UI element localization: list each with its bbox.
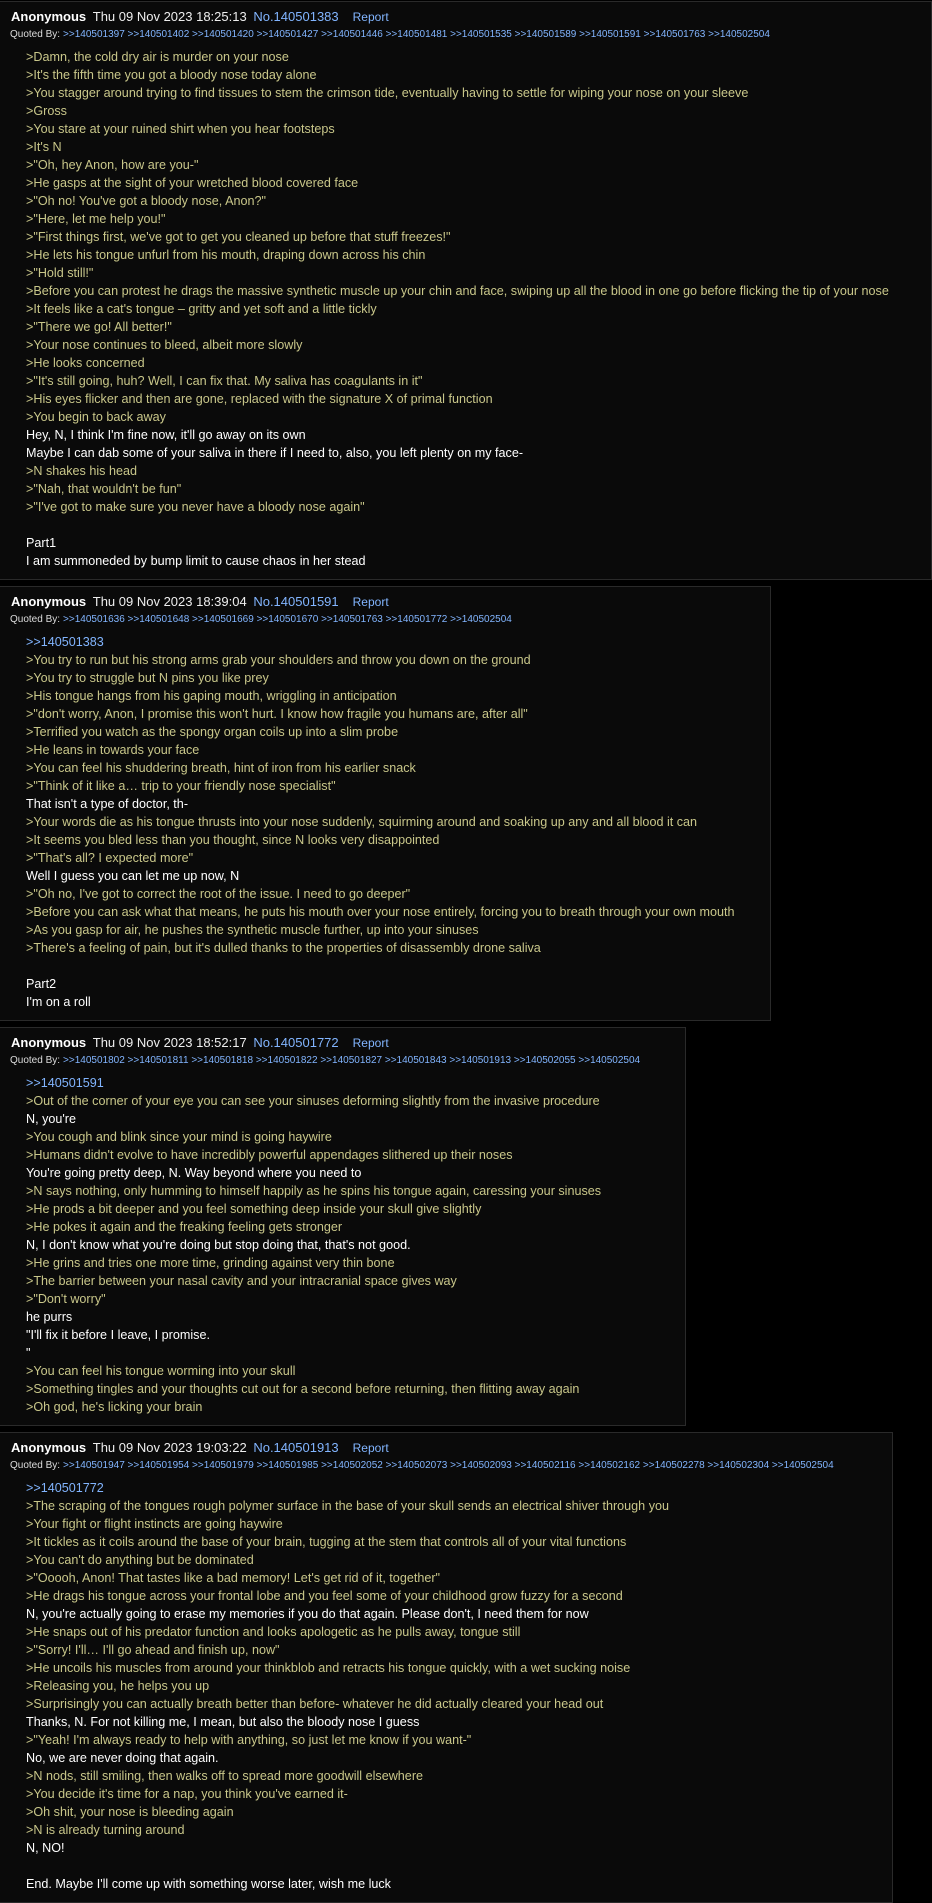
greentext-line: >Gross bbox=[26, 104, 67, 118]
post-number-link[interactable]: No.140501591 bbox=[253, 594, 339, 609]
quoted-by-label: Quoted By: bbox=[10, 1460, 61, 1471]
text-line: "I'll fix it before I leave, I promise. bbox=[26, 1328, 210, 1342]
greentext-line: >Before you can protest he drags the massive synthetic muscle up your chin and face, swiping up all the blood in one go before flicking the tip of your nose bbox=[26, 284, 889, 298]
post-body bbox=[11, 48, 931, 570]
greentext-line: >He pokes it again and the freaking feeling gets stronger bbox=[26, 1220, 343, 1234]
text-line: That isn't a type of doctor, th- bbox=[26, 797, 189, 811]
text-line: " bbox=[26, 1346, 31, 1360]
greentext-line: >The scraping of the tongues rough polymer surface in the base of your skull sends an electrical shiver through you bbox=[26, 1499, 669, 1513]
quoted-by bbox=[10, 612, 770, 627]
greentext-line: >You stare at your ruined shirt when you hear footsteps bbox=[26, 122, 335, 136]
greentext-line: >Humans didn't evolve to have incredibly powerful appendages slithered up their noses bbox=[26, 1148, 513, 1162]
post bbox=[0, 1027, 686, 1426]
text-line: N, you're actually going to erase my memories if you do that again. Please don't, I need them for now bbox=[26, 1607, 589, 1621]
post-date: Thu 09 Nov 2023 18:39:04 bbox=[92, 594, 247, 609]
greentext-line: >You can feel his tongue worming into your skull bbox=[26, 1364, 296, 1378]
post-date: Thu 09 Nov 2023 19:03:22 bbox=[92, 1440, 247, 1455]
greentext-line: >"Yeah! I'm always ready to help with anything, so just let me know if you want-" bbox=[26, 1733, 472, 1747]
poster-name: Anonymous bbox=[11, 1035, 87, 1050]
text-line: Thanks, N. For not killing me, I mean, but also the bloody nose I guess bbox=[26, 1715, 420, 1729]
greentext-line: >N is already turning around bbox=[26, 1823, 185, 1837]
post-date: Thu 09 Nov 2023 18:25:13 bbox=[92, 9, 247, 24]
greentext-line: >He looks concerned bbox=[26, 356, 145, 370]
post bbox=[0, 1, 932, 580]
quoted-by-label: Quoted By: bbox=[10, 1055, 61, 1066]
quoted-by-links[interactable]: >>140501802 >>140501811 >>140501818 >>140501822 >>140501827 >>140501843 >>140501913 >>140502055 >>140502504 bbox=[63, 1055, 641, 1066]
greentext-line: >He drags his tongue across your frontal lobe and you feel some of your childhood grow fuzzy for a second bbox=[26, 1589, 623, 1603]
greentext-line: >N shakes his head bbox=[26, 464, 137, 478]
report-link[interactable]: Report bbox=[352, 1441, 389, 1455]
greentext-line: >"It's still going, huh? Well, I can fix that. My saliva has coagulants in it" bbox=[26, 374, 423, 388]
greentext-line: >Oh god, he's licking your brain bbox=[26, 1400, 203, 1414]
quoted-by-label: Quoted By: bbox=[10, 29, 61, 40]
greentext-line: >Damn, the cold dry air is murder on your nose bbox=[26, 50, 289, 64]
greentext-line: >Your fight or flight instincts are going haywire bbox=[26, 1517, 283, 1531]
greentext-line: >It feels like a cat's tongue – gritty and yet soft and a little tickly bbox=[26, 302, 377, 316]
greentext-line: >"Sorry! I'll… I'll go ahead and finish up, now" bbox=[26, 1643, 280, 1657]
greentext-line: >As you gasp for air, he pushes the synthetic muscle further, up into your sinuses bbox=[26, 923, 479, 937]
post-number-link[interactable]: No.140501772 bbox=[253, 1035, 339, 1050]
greentext-line: >Something tingles and your thoughts cut out for a second before returning, then flitting away again bbox=[26, 1382, 580, 1396]
greentext-line: >You decide it's time for a nap, you think you've earned it- bbox=[26, 1787, 348, 1801]
text-line: End. Maybe I'll come up with something worse later, wish me luck bbox=[26, 1877, 391, 1891]
text-line: No, we are never doing that again. bbox=[26, 1751, 219, 1765]
greentext-line: >His eyes flicker and then are gone, replaced with the signature X of primal function bbox=[26, 392, 493, 406]
greentext-line: >N says nothing, only humming to himself happily as he spins his tongue again, caressing your sinuses bbox=[26, 1184, 602, 1198]
greentext-line: >"Here, let me help you!" bbox=[26, 212, 166, 226]
quoted-by bbox=[10, 27, 931, 42]
blank-line bbox=[26, 516, 931, 534]
quoted-by-links[interactable]: >>140501397 >>140501402 >>140501420 >>140501427 >>140501446 >>140501481 >>140501535 >>140501589 >>140501591 >>140501763 >>140502504 bbox=[63, 29, 770, 40]
greentext-line: >There's a feeling of pain, but it's dulled thanks to the properties of disassembly drone saliva bbox=[26, 941, 541, 955]
post-header bbox=[11, 1439, 892, 1456]
text-line: N, you're bbox=[26, 1112, 76, 1126]
text-line: Part2 bbox=[26, 977, 57, 991]
poster-name: Anonymous bbox=[11, 594, 87, 609]
post-body bbox=[11, 1074, 685, 1416]
quoted-by-links[interactable]: >>140501636 >>140501648 >>140501669 >>140501670 >>140501763 >>140501772 >>140502504 bbox=[63, 614, 512, 625]
quoted-by-links[interactable]: >>140501947 >>140501954 >>140501979 >>140501985 >>140502052 >>140502073 >>140502093 >>140502116 >>140502162 >>140502278 >>140502304 >>140502504 bbox=[63, 1460, 834, 1471]
text-line: I'm on a roll bbox=[26, 995, 91, 1009]
text-line: he purrs bbox=[26, 1310, 73, 1324]
greentext-line: >You try to run but his strong arms grab your shoulders and throw you down on the ground bbox=[26, 653, 531, 667]
poster-name: Anonymous bbox=[11, 1440, 87, 1455]
text-line: Maybe I can dab some of your saliva in there if I need to, also, you left plenty on my face- bbox=[26, 446, 524, 460]
greentext-line: >"Ooooh, Anon! That tastes like a bad memory! Let's get rid of it, together" bbox=[26, 1571, 440, 1585]
greentext-line: >The barrier between your nasal cavity and your intracranial space gives way bbox=[26, 1274, 457, 1288]
post-number-link[interactable]: No.140501913 bbox=[253, 1440, 339, 1455]
greentext-line: >You can feel his shuddering breath, hint of iron from his earlier snack bbox=[26, 761, 416, 775]
quote-link[interactable]: >>140501772 bbox=[26, 1481, 104, 1495]
report-link[interactable]: Report bbox=[352, 10, 389, 24]
post-body bbox=[11, 1479, 892, 1893]
greentext-line: >"Think of it like a… trip to your friendly nose specialist" bbox=[26, 779, 336, 793]
greentext-line: >He leans in towards your face bbox=[26, 743, 200, 757]
poster-name: Anonymous bbox=[11, 9, 87, 24]
greentext-line: >He lets his tongue unfurl from his mouth, draping down across his chin bbox=[26, 248, 426, 262]
greentext-line: >Surprisingly you can actually breath better than before- whatever he did actually cleared your head out bbox=[26, 1697, 604, 1711]
text-line: Well I guess you can let me up now, N bbox=[26, 869, 240, 883]
text-line: Part1 bbox=[26, 536, 57, 550]
greentext-line: >"Don't worry" bbox=[26, 1292, 106, 1306]
quoted-by bbox=[10, 1053, 685, 1068]
post bbox=[0, 1432, 893, 1903]
greentext-line: >It seems you bled less than you thought, since N looks very disappointed bbox=[26, 833, 440, 847]
greentext-line: >"I've got to make sure you never have a bloody nose again" bbox=[26, 500, 365, 514]
text-line: N, NO! bbox=[26, 1841, 65, 1855]
greentext-line: >"Oh, hey Anon, how are you-" bbox=[26, 158, 199, 172]
greentext-line: >N nods, still smiling, then walks off to spread more goodwill elsewhere bbox=[26, 1769, 424, 1783]
quoted-by-label: Quoted By: bbox=[10, 614, 61, 625]
greentext-line: >Releasing you, he helps you up bbox=[26, 1679, 210, 1693]
greentext-line: >He uncoils his muscles from around your thinkblob and retracts his tongue quickly, with a wet sucking noise bbox=[26, 1661, 631, 1675]
text-line: N, I don't know what you're doing but stop doing that, that's not good. bbox=[26, 1238, 411, 1252]
post bbox=[0, 586, 771, 1021]
post-header bbox=[11, 593, 770, 610]
text-line: Hey, N, I think I'm fine now, it'll go away on its own bbox=[26, 428, 306, 442]
greentext-line: >Terrified you watch as the spongy organ coils up into a slim probe bbox=[26, 725, 399, 739]
blank-line bbox=[26, 1857, 892, 1875]
greentext-line: >He grins and tries one more time, grinding against very thin bone bbox=[26, 1256, 395, 1270]
greentext-line: >You cough and blink since your mind is going haywire bbox=[26, 1130, 332, 1144]
greentext-line: >You begin to back away bbox=[26, 410, 166, 424]
greentext-line: >His tongue hangs from his gaping mouth, wriggling in anticipation bbox=[26, 689, 397, 703]
post-date: Thu 09 Nov 2023 18:52:17 bbox=[92, 1035, 247, 1050]
greentext-line: >Your nose continues to bleed, albeit more slowly bbox=[26, 338, 303, 352]
greentext-line: >He prods a bit deeper and you feel something deep inside your skull give slightly bbox=[26, 1202, 482, 1216]
text-line: You're going pretty deep, N. Way beyond where you need to bbox=[26, 1166, 362, 1180]
greentext-line: >He snaps out of his predator function and looks apologetic as he pulls away, tongue still bbox=[26, 1625, 521, 1639]
greentext-line: >Before you can ask what that means, he puts his mouth over your nose entirely, forcing you to breath through your own mouth bbox=[26, 905, 735, 919]
post-header bbox=[11, 8, 931, 25]
greentext-line: >"There we go! All better!" bbox=[26, 320, 172, 334]
greentext-line: >You try to struggle but N pins you like prey bbox=[26, 671, 269, 685]
greentext-line: >"Hold still!" bbox=[26, 266, 94, 280]
greentext-line: >You stagger around trying to find tissues to stem the crimson tide, eventually having to settle for wiping your nose on your sleeve bbox=[26, 86, 749, 100]
post-header bbox=[11, 1034, 685, 1051]
blank-line bbox=[26, 957, 770, 975]
report-link[interactable]: Report bbox=[352, 1036, 389, 1050]
quote-link[interactable]: >>140501591 bbox=[26, 1076, 104, 1090]
greentext-line: >"don't worry, Anon, I promise this won't hurt. I know how fragile you humans are, after all" bbox=[26, 707, 528, 721]
text-line: I am summoneded by bump limit to cause chaos in her stead bbox=[26, 554, 366, 568]
greentext-line: >Oh shit, your nose is bleeding again bbox=[26, 1805, 234, 1819]
greentext-line: >"Oh no! You've got a bloody nose, Anon?" bbox=[26, 194, 266, 208]
quoted-by bbox=[10, 1458, 892, 1473]
greentext-line: >"First things first, we've got to get you cleaned up before that stuff freezes!" bbox=[26, 230, 451, 244]
post-body bbox=[11, 633, 770, 1011]
greentext-line: >Out of the corner of your eye you can see your sinuses deforming slightly from the invasive procedure bbox=[26, 1094, 600, 1108]
greentext-line: >"That's all? I expected more" bbox=[26, 851, 194, 865]
greentext-line: >It's N bbox=[26, 140, 62, 154]
greentext-line: >He gasps at the sight of your wretched blood covered face bbox=[26, 176, 359, 190]
greentext-line: >It's the fifth time you got a bloody nose today alone bbox=[26, 68, 317, 82]
greentext-line: >"Oh no, I've got to correct the root of the issue. I need to go deeper" bbox=[26, 887, 411, 901]
greentext-line: >"Nah, that wouldn't be fun" bbox=[26, 482, 182, 496]
quote-link[interactable]: >>140501383 bbox=[26, 635, 104, 649]
post-number-link[interactable]: No.140501383 bbox=[253, 9, 339, 24]
greentext-line: >You can't do anything but be dominated bbox=[26, 1553, 254, 1567]
report-link[interactable]: Report bbox=[352, 595, 389, 609]
greentext-line: >It tickles as it coils around the base of your brain, tugging at the stem that controls all of your vital functions bbox=[26, 1535, 627, 1549]
greentext-line: >Your words die as his tongue thrusts into your nose suddenly, squirming around and soaking up any and all blood it can bbox=[26, 815, 698, 829]
